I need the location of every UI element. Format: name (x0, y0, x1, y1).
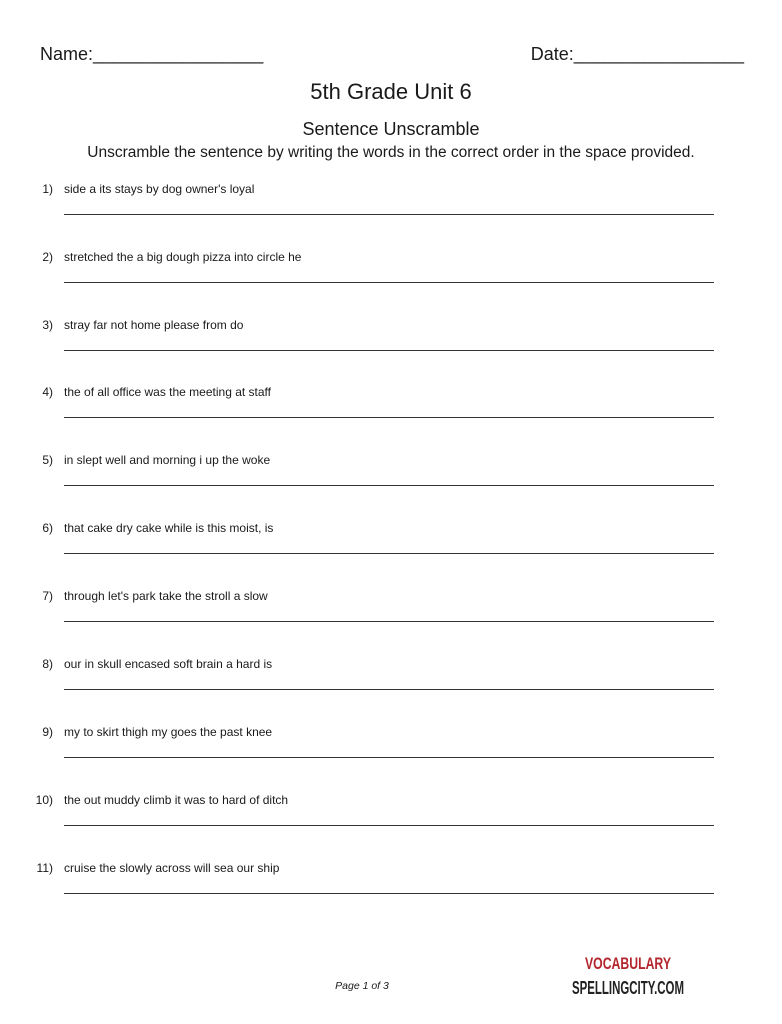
date-field: Date:_________________ (530, 44, 744, 64)
answer-line[interactable] (64, 689, 714, 690)
question-number: 1) (42, 182, 53, 196)
answer-line[interactable] (64, 893, 714, 894)
question-number: 2) (42, 250, 53, 264)
answer-line[interactable] (64, 553, 714, 554)
logo-line-vocabulary: VOCABULARY (585, 954, 672, 973)
answer-line[interactable] (64, 214, 714, 215)
name-field: Name:_________________ (40, 44, 264, 64)
vocabulary-spellingcity-logo (570, 950, 686, 998)
question-text: through let's park take the stroll a slow (64, 589, 268, 603)
answer-line[interactable] (64, 417, 714, 418)
question-text: stray far not home please from do (64, 318, 244, 332)
answer-line[interactable] (64, 485, 714, 486)
question-number: 10) (35, 793, 53, 807)
question-item (0, 793, 770, 853)
answer-line[interactable] (64, 282, 714, 283)
logo-line-spellingcity: SPELLINGCITY.COM (572, 978, 684, 998)
question-number: 11) (36, 861, 53, 875)
worksheet-subtitle: Sentence Unscramble (302, 119, 480, 139)
answer-line[interactable] (64, 350, 714, 351)
question-text: cruise the slowly across will sea our ship (64, 861, 280, 875)
instructions: Unscramble the sentence by writing the words in the correct order in the space provided. (87, 144, 695, 161)
question-item (0, 453, 770, 513)
answer-line[interactable] (64, 621, 714, 622)
question-number: 8) (42, 657, 53, 671)
worksheet-title: 5th Grade Unit 6 (310, 79, 472, 104)
answer-line[interactable] (64, 757, 714, 758)
question-item (0, 861, 770, 921)
question-number: 7) (42, 589, 53, 603)
answer-line[interactable] (64, 825, 714, 826)
question-text: the of all office was the meeting at staff (64, 385, 272, 399)
question-item (0, 250, 770, 310)
question-item (0, 589, 770, 649)
question-number: 9) (42, 725, 53, 739)
question-item (0, 318, 770, 378)
question-item (0, 521, 770, 581)
question-number: 6) (42, 521, 53, 535)
question-text: our in skull encased soft brain a hard is (64, 657, 273, 671)
question-text: side a its stays by dog owner's loyal (64, 182, 255, 196)
question-item (0, 657, 770, 717)
question-text: the out muddy climb it was to hard of ditch (64, 793, 289, 807)
question-number: 5) (42, 453, 53, 467)
question-text: my to skirt thigh my goes the past knee (64, 725, 273, 739)
question-number: 3) (42, 318, 53, 332)
question-item (0, 725, 770, 785)
question-text: that cake dry cake while is this moist, is (64, 521, 274, 535)
page-number: Page 1 of 3 (335, 980, 389, 992)
question-text: in slept well and morning i up the woke (64, 453, 271, 467)
question-text: stretched the a big dough pizza into circle he (64, 250, 302, 264)
question-item (0, 385, 770, 445)
question-number: 4) (42, 385, 53, 399)
question-item (0, 182, 770, 242)
